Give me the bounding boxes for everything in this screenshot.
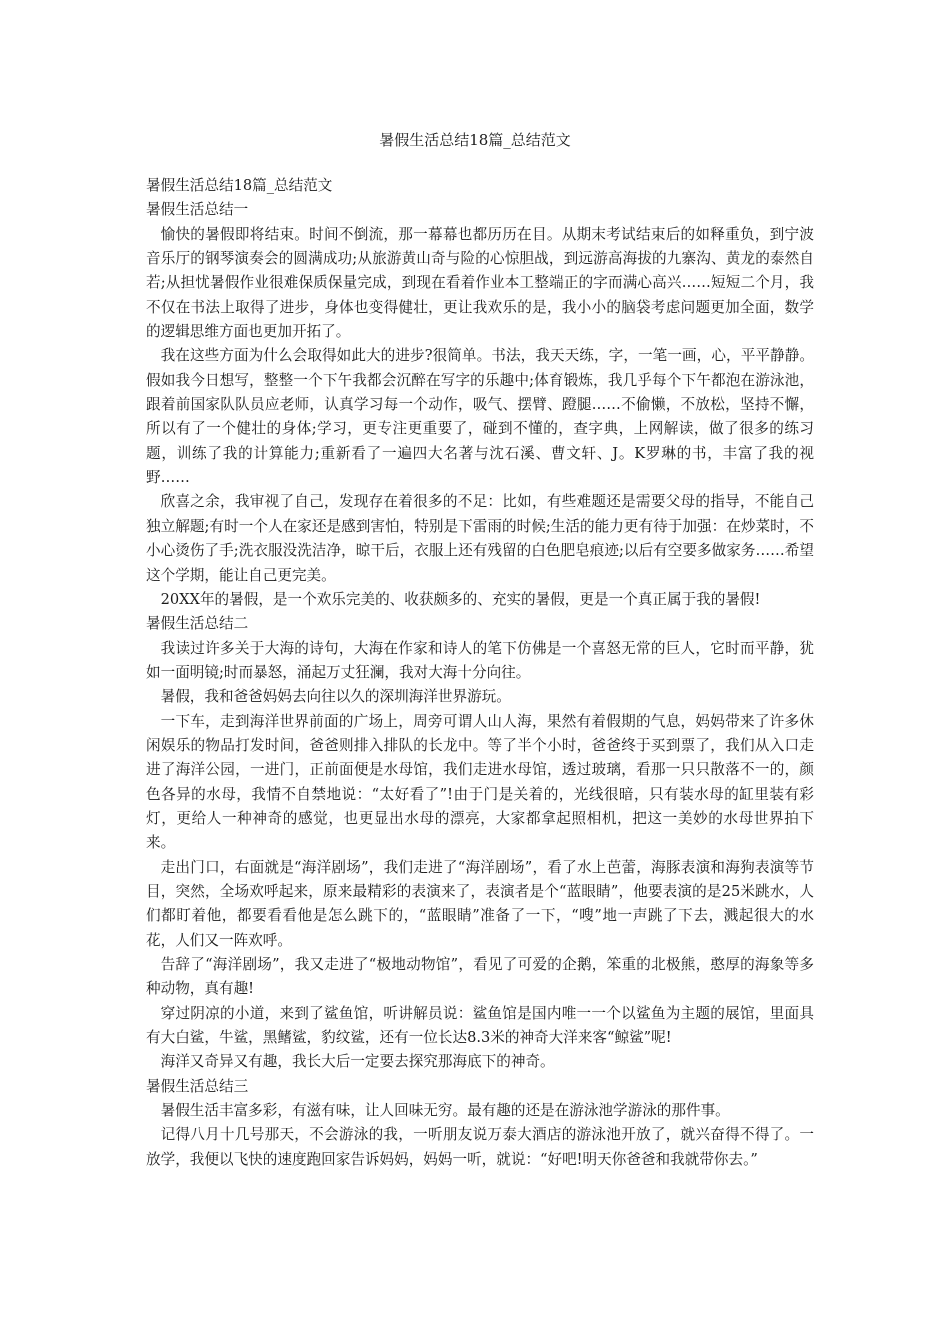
paragraph: 我读过许多关于大海的诗句，大海在作家和诗人的笔下仿佛是一个喜怒无常的巨人，它时而平静，犹如一面明镜;时而暴怒，涌起万丈狂澜，我对大海十分向往。 [146,639,814,681]
paragraph: 记得八月十几号那天，不会游泳的我，一听朋友说万泰大酒店的游泳池开放了，就兴奋得不得了。一放学，我便以飞快的速度跑回家告诉妈妈，妈妈一听，就说：“好吧!明天你爸爸和我就带你去。” [146,1126,814,1168]
document-subtitle: 暑假生活总结18篇_总结范文 [146,177,333,194]
paragraph: 欣喜之余，我审视了自己，发现存在着很多的不足：比如，有些难题还是需要父母的指导，不能自己独立解题;有时一个人在家还是感到害怕，特别是下雷雨的时候;生活的能力更有待于加强：在炒菜时，不小心烫伤了手;洗衣服没洗洁净，晾干后，衣服上还有残留的白色肥皂痕迹;以后有空要多做家务……希望这个学期，能让自己更完美。 [146,493,814,584]
paragraph: 我在这些方面为什么会取得如此大的进步?很简单。书法，我天天练，字，一笔一画，心，平平静静。假如我今日想写，整整一个下午我都会沉醉在写字的乐趣中;体育锻炼，我几乎每个下午都泡在游泳池，跟着前国家队队员应老师，认真学习每一个动作，吸气、摆臂、蹬腿……不偷懒，不放松，坚持不懈，所以有了一个健壮的身体;学习，更专注更重要了，碰到不懂的，查字典，上网解读，做了很多的练习题，训练了我的计算能力;重新看了一遍四大名著与沈石溪、曹文轩、J。K罗琳的书，丰富了我的视野…… [146,347,814,487]
section-heading: 暑假生活总结三 [146,1077,249,1095]
paragraph: 告辞了“海洋剧场”，我又走进了“极地动物馆”，看见了可爱的企鹅，笨重的北极熊，憨厚的海象等多种动物，真有趣! [146,956,814,998]
paragraph: 20XX年的暑假，是一个欢乐完美的、收获颇多的、充实的暑假，更是一个真正属于我的暑假! [160,590,761,608]
document-body [146,174,814,1172]
section-heading: 暑假生活总结一 [146,201,249,219]
paragraph: 走出门口，右面就是“海洋剧场”，我们走进了“海洋剧场”，看了水上芭蕾，海豚表演和海狗表演等节目，突然，全场欢呼起来，原来最精彩的表演来了，表演者是个“蓝眼睛”，他要表演的是25米跳水，人们都盯着他，都要看看他是怎么跳下的，“蓝眼睛”准备了一下，“嗖”地一声跳了下去，溅起很大的水花，人们又一阵欢呼。 [146,858,814,949]
paragraph: 愉快的暑假即将结束。时间不倒流，那一幕幕也都历历在目。从期末考试结束后的如释重负，到宁波音乐厅的钢琴演奏会的圆满成功;从旅游黄山奇与险的心惊胆战，到远游高海拔的九寨沟、黄龙的泰然自若;从担忧暑假作业很难保质保量完成，到现在看着作业本工整端正的字而满心高兴……短短二个月，我不仅在书法上取得了进步，身体也变得健壮，更让我欢乐的是，我小小的脑袋考虑问题更加全面，数学的逻辑思维方面也更加开拓了。 [146,225,814,341]
paragraph: 海洋又奇异又有趣，我长大后一定要去探究那海底下的神奇。 [160,1053,555,1071]
section-heading: 暑假生活总结二 [146,615,249,633]
document-title: 暑假生活总结18篇_总结范文 [379,131,571,149]
paragraph: 暑假，我和爸爸妈妈去向往以久的深圳海洋世界游玩。 [160,688,511,706]
paragraph: 穿过阴凉的小道，来到了鲨鱼馆，听讲解员说：鲨鱼馆是国内唯一一个以鲨鱼为主题的展馆，里面具有大白鲨，牛鲨，黑鳍鲨，豹纹鲨，还有一位长达8.3米的神奇大洋来客“鲸鲨”呢! [146,1004,814,1047]
paragraph: 一下车，走到海洋世界前面的广场上，周旁可谓人山人海，果然有着假期的气息，妈妈带来了许多休闲娱乐的物品打发时间，爸爸则排入排队的长龙中。等了半个小时，爸爸终于买到票了，我们从入口走进了海洋公园，一进门，正前面便是水母馆，我们走进水母馆，透过玻璃，看那一只只散落不一的，颜色各异的水母，我情不自禁地说：“太好看了”!由于门是关着的，光线很暗，只有装水母的缸里装有彩灯，更给人一种神奇的感觉，也更显出水母的漂亮，大家都拿起照相机，把这一美妙的水母世界拍下来。 [146,712,814,852]
paragraph: 暑假生活丰富多彩，有滋有味，让人回味无穷。最有趣的还是在游泳池学游泳的那件事。 [160,1102,730,1120]
